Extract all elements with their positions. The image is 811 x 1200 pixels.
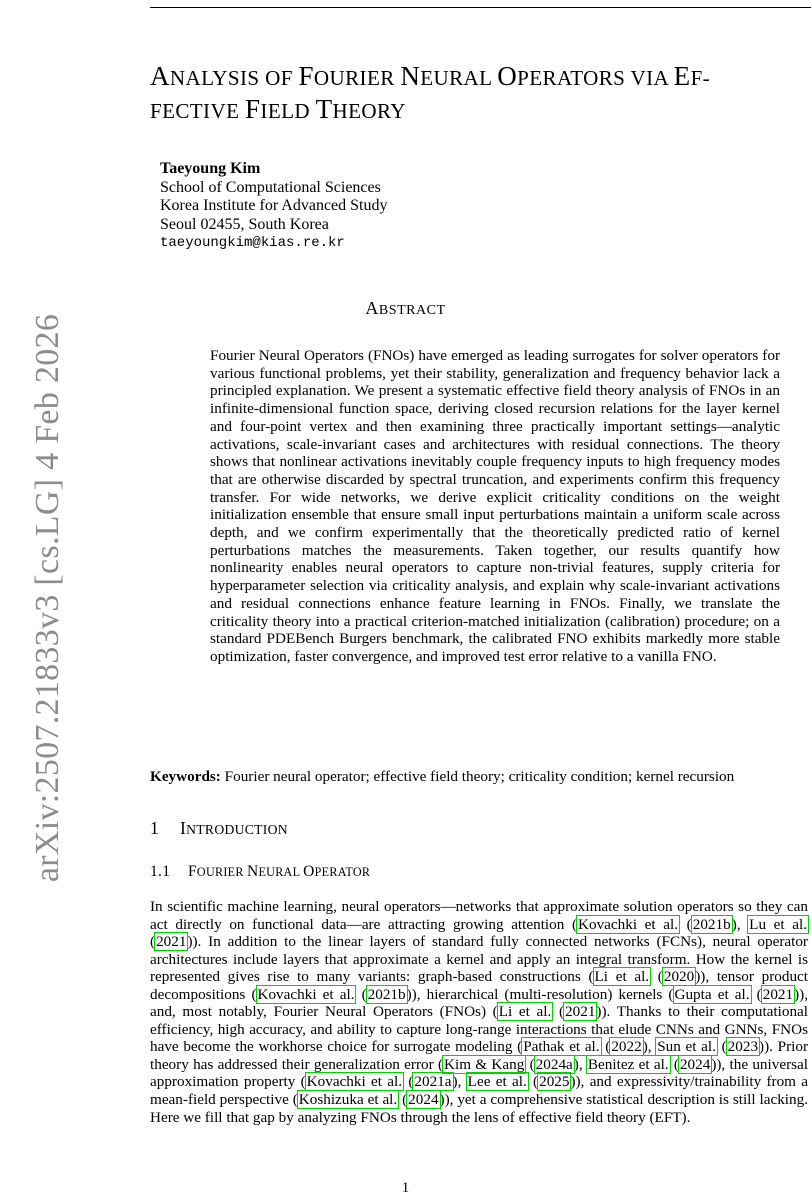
citation-link[interactable]: Kovachki et al. [306, 1073, 403, 1091]
citation-link[interactable]: 2021b [692, 915, 731, 933]
author-institute: Korea Institute for Advanced Study [160, 197, 388, 215]
citation-link[interactable]: Kim & Kang [444, 1055, 525, 1073]
citation-link[interactable]: 2021b [367, 985, 406, 1003]
keywords-text: Fourier neural operator; effective field theory; criticality condition; kernel recursion [224, 768, 735, 785]
keywords-label: Keywords: [150, 768, 221, 785]
author-address: Seoul 02455, South Korea [160, 216, 329, 234]
abstract-text: Fourier Neural Operators (FNOs) have emerged as leading surrogates for solver operators for various functional problems, yet their stability, generalization and frequency behavior lack a principled explanation. We present a systematic effective field theory analysis of FNOs in an infinite-dimensional function space, deriving closed recursion relations for the layer kernel and four-point vertex and then examining three practically important settings—analytic activations, scale-invariant cases and architectures with residual connections. The theory shows that nonlinear activations inevitably couple frequency inputs to high frequency modes that are otherwise discarded by spectral truncation, and experiments confirm this frequency transfer. For wide networks, we derive explicit criticality conditions on the weight initialization ensemble that ensure small input perturbations maintain a uniform scale across depth, and we confirm experimentally that the theoretically predicted ratio of kernel perturbations matches the measurements. Taken together, our results quantify how nonlinearity enables neural operators to capture non-trivial features, supply criteria for hyperparameter selection via criticality analysis, and explain why scale-invariant activations and residual connections enhance feature learning in FNOs. Finally, we translate the criticality theory into a practical criterion-matched initialization (calibration) procedure; on a standard PDEBench Burgers benchmark, the calibrated FNO exhibits markedly more stable optimization, faster convergence, and improved test error relative to a vanilla FNO. [210, 347, 780, 665]
citation-link[interactable]: 2024 [408, 1091, 439, 1109]
citation-link[interactable]: Lu et al. [749, 915, 808, 933]
citation-link[interactable]: Pathak et al. [523, 1038, 600, 1056]
author-email[interactable]: taeyoungkim@kias.re.kr [160, 234, 345, 251]
citation-link[interactable]: Kovachki et al. [257, 985, 355, 1003]
intro-paragraph: In scientific machine learning, neural operators—networks that approximate solution operators so they can act directly on functional data—are attracting growing attention (Kovachki et al. (2021b), Lu et al. (2021)). In addition to the linear layers of standard fully connected networks (FCNs), neural operator architectures include layers that approximate a kernel and apply an integral transform. How the kernel is represented gives rise to many variants: graph-based constructions (Li et al. (2020)), tensor product decompositions (Kovachki et al. (2021b)), hierarchical (multi-resolution) kernels (Gupta et al. (2021)), and, most notably, Fourier Neural Operators (FNOs) (Li et al. (2021)). Thanks to their computational efficiency, high accuracy, and ability to capture long-range interactions that elude CNNs and GNNs, FNOs have become the workhorse choice for surrogate modeling (Pathak et al. (2022), Sun et al. (2023)). Prior theory has addressed their generalization error (Kim & Kang (2024a), Benitez et al. (2024)), the universal approximation property (Kovachki et al. (2021a), Lee et al. (2025)), and expressivity/trainability from a mean-field perspective (Koshizuka et al. (2024)), yet a comprehensive statistical description is still lacking. Here we fill that gap by analyzing FNOs through the lens of effective field theory (EFT). [150, 898, 809, 1126]
citation-link[interactable]: Li et al. [498, 1003, 552, 1021]
keywords [150, 768, 811, 786]
page-number: 1 [401, 1180, 410, 1196]
paper-title: ANALYSIS OF FOURIER NEURAL OPERATORS VIA EF- FECTIVE FIELD THEORY [150, 61, 711, 124]
author-school: School of Computational Sciences [160, 178, 381, 196]
citation-link[interactable]: Benitez et al. [587, 1055, 669, 1073]
arxiv-identifier: arXiv:2507.21833v3 [cs.LG] 4 Feb 2026 [29, 313, 66, 883]
citation-link[interactable]: 2024 [679, 1055, 711, 1073]
citation-link[interactable]: Kovachki et al. [578, 915, 679, 933]
citation-link[interactable]: 2024a [535, 1055, 573, 1073]
citation-link[interactable]: 2023 [727, 1038, 759, 1056]
section-heading-introduction: 1 INTRODUCTION [150, 818, 288, 838]
citation-link[interactable]: 2025 [539, 1073, 570, 1091]
abstract-heading: ABSTRACT [365, 298, 446, 318]
citation-link[interactable]: Gupta et al. [674, 985, 750, 1003]
citation-link[interactable]: 2021a [414, 1073, 452, 1091]
citation-link[interactable]: 2020 [663, 968, 695, 986]
author-block [160, 160, 388, 251]
author-name: Taeyoung Kim [160, 160, 261, 177]
citation-link[interactable]: 2021 [762, 985, 794, 1003]
citation-link[interactable]: Sun et al. [657, 1038, 716, 1056]
citation-link[interactable]: 2022 [611, 1038, 642, 1056]
citation-link[interactable]: Lee et al. [467, 1073, 527, 1091]
citation-link[interactable]: Koshizuka et al. [298, 1091, 398, 1109]
citation-link[interactable]: 2021 [565, 1003, 596, 1021]
subsection-heading-fourier-neural-operator: 1.1 FOURIER NEURAL OPERATOR [150, 863, 371, 880]
citation-link[interactable]: 2021 [156, 933, 187, 951]
citation-link[interactable]: Li et al. [594, 968, 650, 986]
top-rule [150, 7, 811, 8]
